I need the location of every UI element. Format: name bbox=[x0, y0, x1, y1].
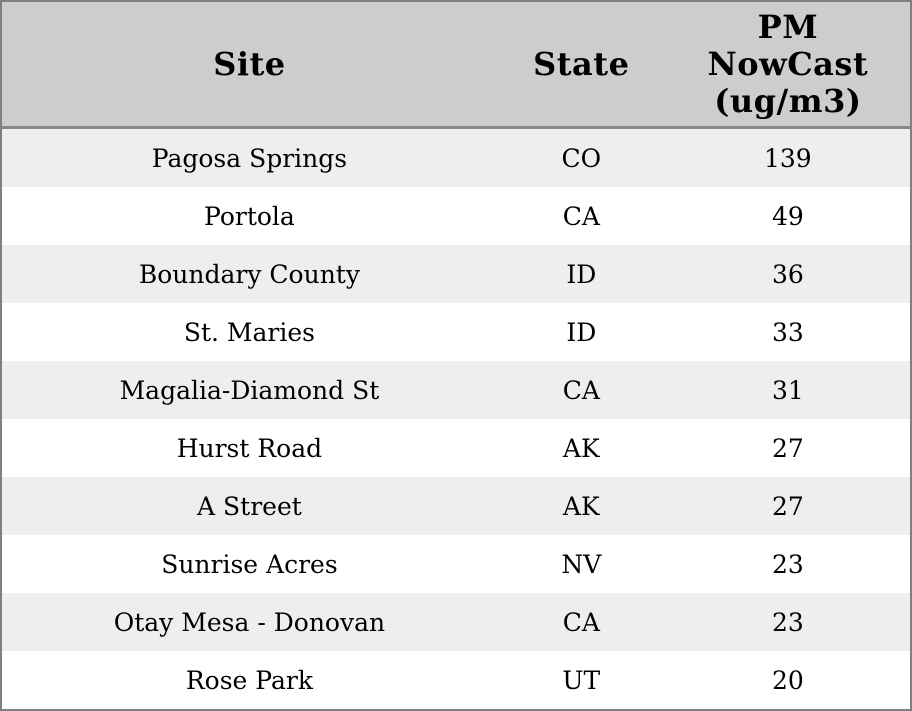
pm-value-cell: 49 bbox=[666, 187, 910, 245]
state-cell: AK bbox=[497, 419, 666, 477]
table-row bbox=[2, 593, 910, 651]
table-row bbox=[2, 361, 910, 419]
site-cell: Rose Park bbox=[2, 651, 497, 709]
state-cell: UT bbox=[497, 651, 666, 709]
data-table bbox=[2, 2, 910, 709]
table-row bbox=[2, 477, 910, 535]
table-row bbox=[2, 303, 910, 361]
pm-value-cell: 23 bbox=[666, 535, 910, 593]
state-cell: ID bbox=[497, 245, 666, 303]
pm-value-cell: 27 bbox=[666, 419, 910, 477]
table-header bbox=[2, 2, 910, 128]
table-row bbox=[2, 419, 910, 477]
pm-header-line-3: (ug/m3) bbox=[714, 81, 862, 120]
site-cell: Sunrise Acres bbox=[2, 535, 497, 593]
site-cell: A Street bbox=[2, 477, 497, 535]
table-body bbox=[2, 128, 910, 710]
site-cell: Hurst Road bbox=[2, 419, 497, 477]
site-cell: Boundary County bbox=[2, 245, 497, 303]
state-cell: CO bbox=[497, 128, 666, 188]
pm-value-cell: 31 bbox=[666, 361, 910, 419]
pm-value-cell: 139 bbox=[666, 128, 910, 188]
pm-value-cell: 23 bbox=[666, 593, 910, 651]
pm-value-cell: 20 bbox=[666, 651, 910, 709]
site-header-label: Site bbox=[213, 44, 286, 83]
pm-value-cell: 36 bbox=[666, 245, 910, 303]
site-cell: Portola bbox=[2, 187, 497, 245]
site-cell: St. Maries bbox=[2, 303, 497, 361]
column-header-state bbox=[497, 2, 666, 128]
table-row bbox=[2, 187, 910, 245]
column-header-pm-nowcast bbox=[666, 2, 910, 128]
site-cell: Pagosa Springs bbox=[2, 128, 497, 188]
state-header-label: State bbox=[533, 44, 630, 83]
pm-value-cell: 33 bbox=[666, 303, 910, 361]
state-cell: ID bbox=[497, 303, 666, 361]
state-cell: CA bbox=[497, 187, 666, 245]
state-cell: AK bbox=[497, 477, 666, 535]
header-row bbox=[2, 2, 910, 128]
column-header-site bbox=[2, 2, 497, 128]
pm-header-line-1: PM bbox=[757, 7, 819, 46]
state-cell: CA bbox=[497, 593, 666, 651]
state-cell: CA bbox=[497, 361, 666, 419]
pm-value-cell: 27 bbox=[666, 477, 910, 535]
table-row bbox=[2, 651, 910, 709]
table-row bbox=[2, 535, 910, 593]
state-cell: NV bbox=[497, 535, 666, 593]
site-cell: Otay Mesa - Donovan bbox=[2, 593, 497, 651]
site-cell: Magalia-Diamond St bbox=[2, 361, 497, 419]
pm-header-line-2: NowCast bbox=[707, 44, 869, 83]
table-row bbox=[2, 245, 910, 303]
table-row bbox=[2, 128, 910, 188]
